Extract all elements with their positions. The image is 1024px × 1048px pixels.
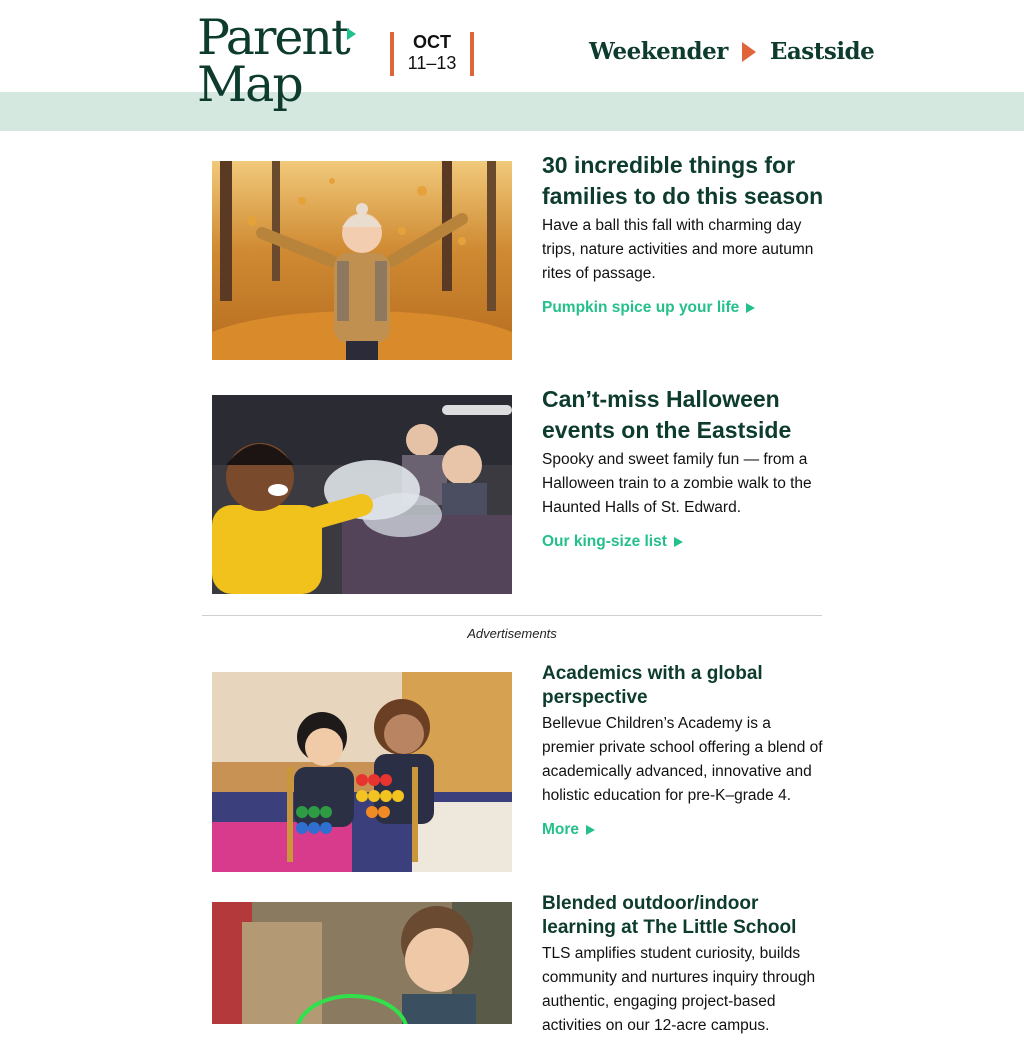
logo-arrow-icon — [347, 28, 356, 40]
story-image-halloween-kids[interactable] — [212, 395, 512, 594]
story-headline[interactable]: 30 incredible things for families to do this season — [542, 152, 824, 209]
edition-name: Weekender — [589, 38, 728, 65]
ad-2 — [542, 892, 824, 1048]
ad-link-label: More — [542, 821, 580, 838]
story-link-label: Our king-size list — [542, 533, 667, 550]
story-summary: Spooky and sweet family fun — from a Halloween train to a zombie walk to the Haunted Halls of St. Edward. — [542, 451, 812, 516]
story-2 — [542, 384, 824, 554]
story-link-button[interactable] — [542, 296, 824, 320]
play-arrow-icon — [742, 42, 756, 62]
story-summary: Have a ball this fall with charming day trips, nature activities and more autumn rites of passage. — [542, 217, 814, 282]
logo-word-parent: Parent — [197, 9, 349, 66]
ad-1 — [542, 662, 824, 842]
story-link-button[interactable] — [542, 530, 824, 554]
ad-more-link-button[interactable] — [542, 818, 824, 842]
edition-region: Eastside — [769, 38, 875, 65]
edition-title — [589, 38, 874, 65]
ad-image-boy-bubble[interactable] — [212, 902, 512, 1024]
play-arrow-icon — [586, 825, 595, 835]
logo-word-map: Map — [197, 56, 302, 113]
play-arrow-icon — [746, 303, 755, 313]
ad-image-abacus-kids[interactable] — [212, 672, 512, 872]
ad-summary: Bellevue Children’s Academy is a premier private school offering a blend of academically advanced, innovative and holistic education for pre-K–grade 4. — [542, 715, 823, 804]
advertisements-label: Advertisements — [467, 626, 557, 641]
story-link-label: Pumpkin spice up your life — [542, 299, 740, 316]
issue-date — [390, 32, 474, 76]
ad-headline[interactable]: Blended outdoor/indoor learning at The Little School — [542, 893, 797, 938]
play-arrow-icon — [674, 537, 683, 547]
header-band — [0, 92, 1024, 131]
issue-month: OCT — [413, 32, 451, 52]
story-image-fall-leaves[interactable] — [212, 161, 512, 360]
ad-headline[interactable]: Academics with a global perspective — [542, 663, 763, 708]
ad-summary: TLS amplifies student curiosity, builds community and nurtures inquiry through authentic, engaging project-based activities on our 12-acre campus. — [542, 945, 816, 1034]
story-headline[interactable]: Can’t-miss Halloween events on the Eastside — [542, 386, 792, 443]
story-1 — [542, 150, 824, 320]
parentmap-logo[interactable] — [197, 9, 356, 113]
section-divider — [202, 615, 822, 616]
issue-days: 11–13 — [407, 53, 457, 73]
